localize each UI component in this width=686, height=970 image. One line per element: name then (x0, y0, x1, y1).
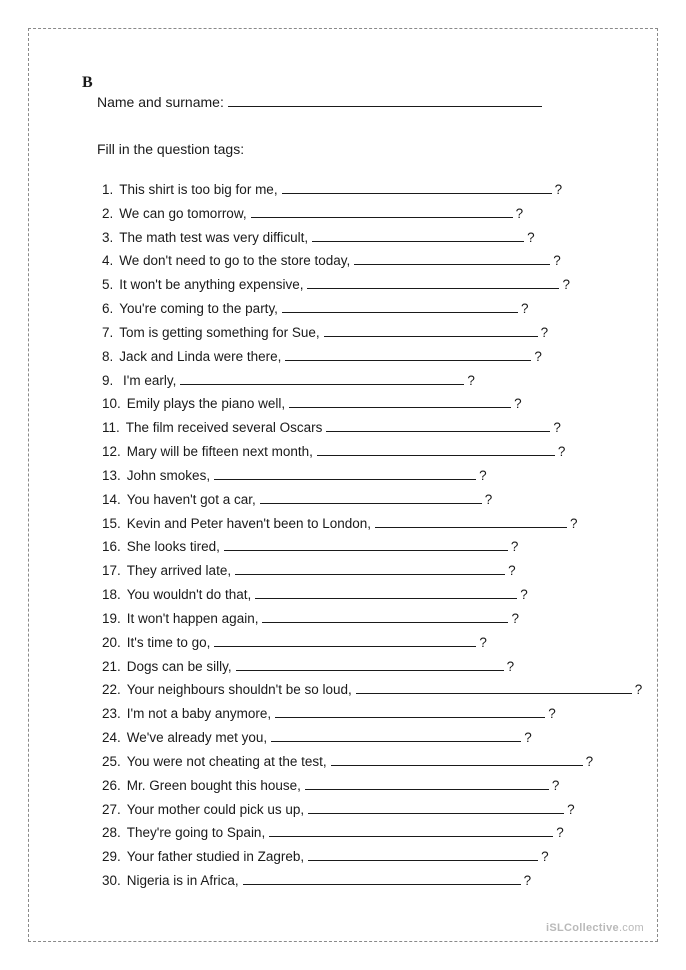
question-text: We've already met you, (126, 730, 268, 746)
question-item (102, 656, 514, 674)
question-mark: ? (527, 229, 535, 245)
question-item (102, 322, 548, 340)
question-number: 4. (102, 253, 114, 269)
question-item (102, 203, 523, 221)
question-text: Kevin and Peter haven't been to London, (126, 515, 372, 531)
question-mark: ? (562, 277, 570, 293)
question-item (102, 679, 642, 697)
question-mark: ? (520, 301, 529, 317)
question-mark: ? (484, 491, 493, 507)
question-mark: ? (523, 873, 532, 889)
answer-line[interactable] (269, 822, 553, 837)
question-item (102, 775, 559, 793)
answer-line[interactable] (308, 846, 538, 861)
question-text: They're going to Spain, (126, 825, 266, 841)
question-number: 20. (102, 634, 121, 650)
watermark-domain: .com (618, 922, 644, 934)
question-text: You're coming to the party, (119, 301, 278, 317)
question-text: The math test was very difficult, (119, 229, 309, 245)
question-number: 10. (102, 396, 121, 412)
question-text: Mr. Green bought this house, (126, 777, 301, 793)
question-number: 24. (102, 730, 121, 746)
question-item (102, 298, 528, 316)
question-number: 2. (102, 205, 114, 221)
question-text: You haven't got a car, (126, 491, 256, 507)
question-mark: ? (556, 825, 564, 841)
question-number: 6. (102, 301, 114, 317)
question-text: They arrived late, (126, 563, 232, 579)
question-mark: ? (557, 444, 566, 460)
question-mark: ? (479, 467, 487, 483)
answer-line[interactable] (317, 441, 555, 456)
question-number: 30. (102, 873, 121, 889)
question-item (102, 870, 531, 888)
question-item (102, 250, 561, 268)
question-number: 25. (102, 753, 121, 769)
question-text: Jack and Linda were there, (119, 348, 282, 364)
answer-line[interactable] (282, 298, 518, 313)
answer-line[interactable] (243, 870, 521, 885)
question-text: Your father studied in Zagreb, (126, 849, 305, 865)
answer-line[interactable] (262, 608, 508, 623)
question-text: I'm early, (119, 372, 177, 388)
name-label: Name and surname: (97, 94, 224, 110)
watermark-brand: iSLCollective (545, 922, 619, 934)
question-mark: ? (540, 324, 549, 340)
answer-line[interactable] (282, 179, 552, 194)
question-item (102, 179, 562, 197)
question-mark: ? (510, 539, 519, 555)
question-mark: ? (524, 730, 532, 746)
question-number: 29. (102, 849, 121, 865)
question-mark: ? (515, 205, 524, 221)
question-item (102, 632, 487, 650)
question-number: 15. (102, 515, 121, 531)
answer-line[interactable] (275, 703, 545, 718)
question-item (102, 846, 549, 864)
watermark (546, 922, 644, 934)
question-text: It's time to go, (126, 634, 211, 650)
instruction-text: Fill in the question tags: (97, 141, 245, 157)
answer-line[interactable] (251, 203, 513, 218)
question-mark: ? (570, 515, 578, 531)
question-mark: ? (520, 587, 528, 603)
question-mark: ? (585, 753, 594, 769)
question-item (102, 608, 519, 626)
question-text: John smokes, (126, 467, 211, 483)
question-number: 1. (102, 182, 114, 197)
question-mark: ? (548, 706, 556, 722)
question-number: 16. (102, 539, 121, 555)
question-item (102, 370, 475, 388)
question-mark: ? (553, 253, 561, 269)
question-number: 26. (102, 777, 121, 793)
question-text: It won't be anything expensive, (119, 277, 304, 293)
question-number: 28. (102, 825, 121, 841)
question-number: 3. (102, 229, 114, 245)
question-mark: ? (554, 182, 563, 197)
question-text: Mary will be fifteen next month, (126, 444, 313, 460)
question-item (102, 751, 593, 769)
answer-line[interactable] (356, 679, 632, 694)
question-text: I'm not a baby anymore, (126, 706, 272, 722)
question-mark: ? (541, 849, 549, 865)
answer-line[interactable] (180, 370, 464, 385)
question-item (102, 536, 518, 554)
question-number: 22. (102, 682, 121, 698)
question-item (102, 465, 487, 483)
question-text: Emily plays the piano well, (126, 396, 286, 412)
name-field-row (97, 92, 544, 110)
question-text: We can go tomorrow, (119, 205, 247, 221)
question-text: Dogs can be silly, (126, 658, 232, 674)
answer-line[interactable] (289, 393, 511, 408)
question-mark: ? (553, 420, 561, 436)
answer-line[interactable] (354, 250, 550, 265)
question-number: 7. (102, 324, 114, 340)
question-number: 5. (102, 277, 114, 293)
question-number: 23. (102, 706, 121, 722)
question-item (102, 417, 561, 435)
answer-line[interactable] (308, 799, 564, 814)
question-number: 11. (102, 420, 120, 436)
question-number: 8. (102, 348, 114, 364)
question-number: 13. (102, 467, 121, 483)
answer-line[interactable] (271, 727, 521, 742)
question-mark: ? (567, 801, 575, 817)
question-mark: ? (534, 348, 542, 364)
question-text: Your neighbours shouldn't be so loud, (126, 682, 352, 698)
question-text: It won't happen again, (126, 610, 259, 626)
answer-line[interactable] (305, 775, 549, 790)
question-number: 9. (102, 372, 114, 388)
question-number: 19. (102, 610, 121, 626)
question-text: Tom is getting something for Sue, (119, 324, 320, 340)
answer-line[interactable] (307, 274, 559, 289)
answer-line[interactable] (224, 536, 508, 551)
question-number: 17. (102, 563, 121, 579)
question-item (102, 346, 542, 364)
question-text: You were not cheating at the test, (126, 753, 327, 769)
answer-line[interactable] (235, 560, 505, 575)
question-mark: ? (551, 777, 560, 793)
question-item (102, 274, 570, 292)
answer-line[interactable] (375, 513, 567, 528)
question-text: Nigeria is in Africa, (126, 873, 239, 889)
question-mark: ? (506, 658, 515, 674)
question-number: 18. (102, 587, 121, 603)
answer-line[interactable] (214, 632, 476, 647)
question-mark: ? (479, 634, 487, 650)
question-item (102, 441, 565, 459)
answer-line[interactable] (260, 489, 482, 504)
section-letter: B (82, 74, 93, 91)
question-item (102, 799, 575, 817)
answer-line[interactable] (326, 417, 550, 432)
question-item (102, 489, 492, 507)
question-text: This shirt is too big for me, (119, 182, 278, 197)
question-item (102, 727, 532, 745)
question-mark: ? (467, 372, 475, 388)
answer-line[interactable] (331, 751, 583, 766)
question-number: 14. (102, 491, 121, 507)
question-item (102, 560, 516, 578)
name-answer-line[interactable] (228, 92, 542, 107)
question-text: The film received several Oscars (125, 420, 323, 436)
question-number: 12. (102, 444, 121, 460)
answer-line[interactable] (312, 227, 524, 242)
question-mark: ? (511, 610, 519, 626)
question-mark: ? (514, 396, 522, 412)
question-text: She looks tired, (126, 539, 220, 555)
question-text: Your mother could pick us up, (126, 801, 305, 817)
question-item (102, 513, 578, 531)
answer-line[interactable] (236, 656, 504, 671)
question-text: We don't need to go to the store today, (119, 253, 351, 269)
answer-line[interactable] (324, 322, 538, 337)
question-item (102, 227, 535, 245)
question-text: You wouldn't do that, (126, 587, 252, 603)
answer-line[interactable] (285, 346, 531, 361)
question-item (102, 822, 564, 840)
answer-line[interactable] (255, 584, 517, 599)
question-item (102, 393, 522, 411)
question-number: 21. (102, 658, 121, 674)
question-mark: ? (508, 563, 516, 579)
question-mark: ? (634, 682, 643, 698)
question-item (102, 584, 528, 602)
answer-line[interactable] (214, 465, 476, 480)
question-item (102, 703, 556, 721)
question-number: 27. (102, 801, 121, 817)
